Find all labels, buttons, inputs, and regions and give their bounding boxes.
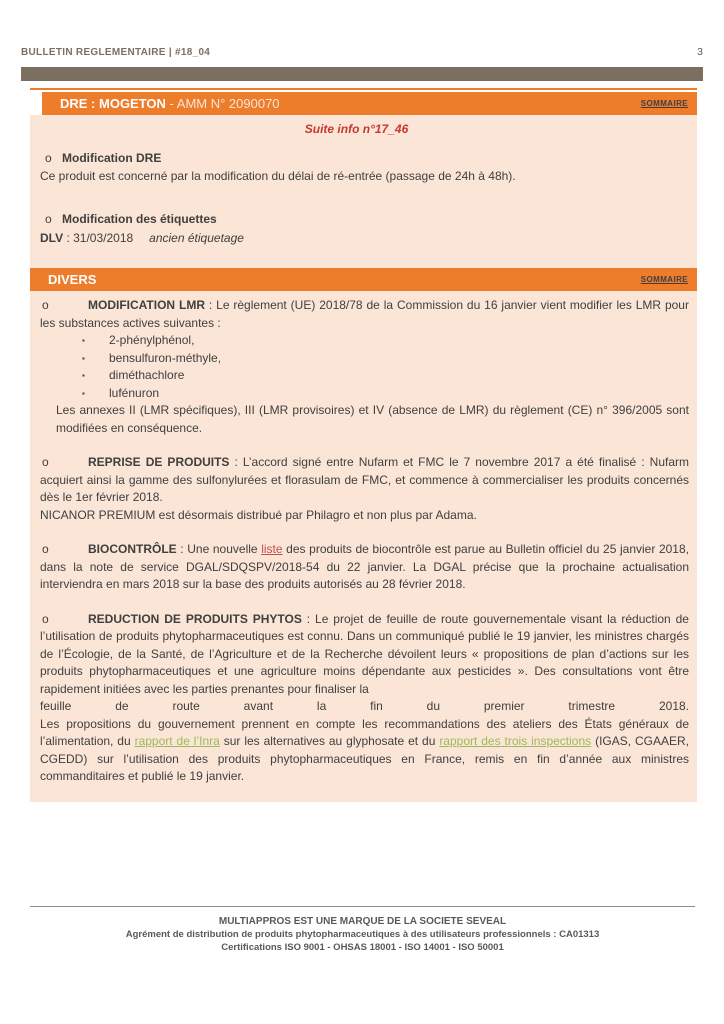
dlv-date: : 31/03/2018	[63, 231, 134, 245]
paragraph-modification-lmr	[40, 297, 689, 437]
dre-title-amm: - AMM N° 2090070	[165, 96, 280, 111]
biocontrole-lead: BIOCONTRÔLE	[88, 542, 177, 556]
dre-section-title	[60, 96, 280, 111]
divers-section-title: DIVERS	[48, 272, 97, 287]
sommaire-link-dre[interactable]: SOMMAIRE	[640, 99, 688, 108]
reduction-lead: REDUCTION DE PRODUITS PHYTOS	[88, 611, 302, 626]
ancien-etiquetage-note: ancien étiquetage	[149, 231, 244, 245]
bullet-o-marker: o	[42, 611, 49, 626]
biocontrole-text-2: des produits de biocontrôle est parue au Bulletin officiel du 25 janvier 2018, dans la note de service DGAL/SDQSPV/2018-54 du 22 janvier. La DGAL précise que la prochaine actualisation interviendra en mars 2018 sur la base des produits autorisés au 28 février 2018.	[40, 542, 689, 591]
paragraph-reprise-produits	[40, 454, 689, 524]
section-dre	[30, 88, 697, 270]
reduction-text-4: (IGAS, CGAAER, CGEDD) sur l’utilisation des produits phytopharmaceutiques en France, remis en fin d’année aux ministres commanditaires et publié le 19 janvier.	[40, 734, 690, 783]
footer-certifications-line: Certifications ISO 9001 - OHSAS 18001 - ISO 14001 - ISO 50001	[221, 942, 504, 953]
list-item	[82, 367, 689, 385]
lmr-intro	[40, 297, 689, 332]
section-top-border	[30, 88, 697, 90]
reprise-intro	[40, 454, 689, 507]
dre-item1-heading	[40, 150, 673, 168]
reprise-text: L’accord signé entre Nufarm et FMC le 7 novembre 2017 a été finalisé : Nufarm acquiert ainsi la gamme des sulfonylurées et florasulam de FMC, et commence à commercialiser les produits concernés dès le 1er février 2018.	[40, 455, 689, 504]
dre-title-bar	[42, 92, 697, 115]
header-divider-bar	[21, 67, 703, 81]
substance-name: 2-phénylphénol,	[109, 333, 195, 347]
modification-dre-heading: Modification DRE	[62, 150, 162, 165]
rapport-inra-link[interactable]: rapport de l’Inra	[134, 734, 220, 748]
rapport-trois-inspections-link[interactable]: rapport des trois inspections	[439, 734, 592, 748]
paragraph-reduction-phytos	[40, 611, 689, 786]
lmr-lead: MODIFICATION LMR	[88, 298, 205, 312]
bullet-o-marker: o	[45, 150, 52, 165]
suite-info-note: Suite info n°17_46	[304, 122, 409, 136]
reprise-separator: :	[229, 455, 243, 469]
square-bullet-icon: ▪	[82, 388, 85, 398]
nicanor-text: NICANOR PREMIUM est désormais distribué par Philagro et non plus par Adama.	[40, 507, 477, 522]
biocontrole-separator: :	[176, 542, 188, 556]
reduction-intro	[40, 611, 689, 699]
dlv-label: DLV	[40, 231, 64, 245]
dlv-line	[40, 230, 673, 248]
liste-link[interactable]: liste	[261, 542, 283, 556]
lmr-text: Le règlement (UE) 2018/78 de la Commission du 16 janvier vient modifier les LMR pour les substances actives suivantes :	[40, 298, 689, 330]
divers-title-bar	[30, 268, 697, 291]
divers-section-body	[30, 291, 697, 802]
dre-title-main: DRE : MOGETON	[60, 96, 166, 111]
bulletin-title: BULLETIN REGLEMENTAIRE | #18_04	[21, 47, 211, 58]
bullet-o-marker: o	[42, 455, 49, 469]
square-bullet-icon: ▪	[82, 371, 85, 380]
modification-etiquettes-heading: Modification des étiquettes	[62, 211, 217, 226]
modification-dre-body: Ce produit est concerné par la modification du délai de ré-entrée (passage de 24h à 48h).	[40, 169, 516, 183]
substance-name: lufénuron	[109, 385, 160, 400]
page-number: 3	[697, 46, 703, 58]
substances-list	[40, 332, 689, 402]
dre-section-body	[30, 115, 697, 270]
bullet-o-marker: o	[42, 298, 49, 312]
reduction-stretched-line: feuille de route avant la fin du premier trimestre 2018.	[40, 699, 689, 713]
footer-agrement-line: Agrément de distribution de produits phytopharmaceutiques à des utilisateurs professionnels : CA01313	[125, 929, 600, 940]
reprise-lead: REPRISE DE PRODUITS	[88, 455, 230, 469]
dre-item2-heading	[40, 211, 673, 229]
page-footer	[30, 906, 695, 953]
paragraph-biocontrole	[40, 541, 689, 594]
bullet-o-marker: o	[42, 542, 49, 556]
substance-name: bensulfuron-méthyle,	[109, 350, 222, 365]
list-item	[82, 332, 689, 350]
footer-brand-line: MULTIAPPROS EST UNE MARQUE DE LA SOCIETE SEVEAL	[218, 916, 507, 927]
bullet-o-marker: o	[45, 211, 52, 226]
list-item	[82, 385, 689, 403]
list-item	[82, 350, 689, 368]
page-header	[21, 46, 703, 58]
reduction-separator: :	[301, 611, 316, 626]
reduction-text-2-block	[40, 716, 689, 786]
section-divers	[30, 268, 697, 802]
lmr-separator: :	[205, 298, 217, 312]
substance-name: diméthachlore	[109, 368, 185, 382]
reduction-text-2: Les propositions du gouvernement prennent en compte les recommandations des ateliers des États généraux de l’alimentation, du	[40, 716, 689, 748]
reduction-text-3: sur les alternatives au glyphosate et du	[219, 734, 440, 748]
reduction-text-1: Le projet de feuille de route gouvernementale visant la réduction de l’utilisation de produits phytopharmaceutiques est connu. Dans un communiqué publié le 19 janvier, les ministres chargés de l’Écologie, de la Santé, de l’Agriculture et de la Recherche dévoilent leurs « propositions de plan d’actions sur les produits phytopharmaceutiques et une agriculture moins dépendante aux pesticides ». Des consultations vont être rapidement initiées avec les parties prenantes pour finaliser la	[40, 611, 689, 696]
lmr-annexes-text: Les annexes II (LMR spécifiques), III (LMR provisoires) et IV (absence de LMR) du règlement (CE) n° 396/2005 sont modifiées en conséquence.	[56, 403, 689, 435]
square-bullet-icon: ▪	[82, 336, 85, 345]
sommaire-link-divers[interactable]: SOMMAIRE	[640, 275, 688, 284]
square-bullet-icon: ▪	[82, 353, 85, 363]
biocontrole-text-1: Une nouvelle	[187, 542, 262, 556]
